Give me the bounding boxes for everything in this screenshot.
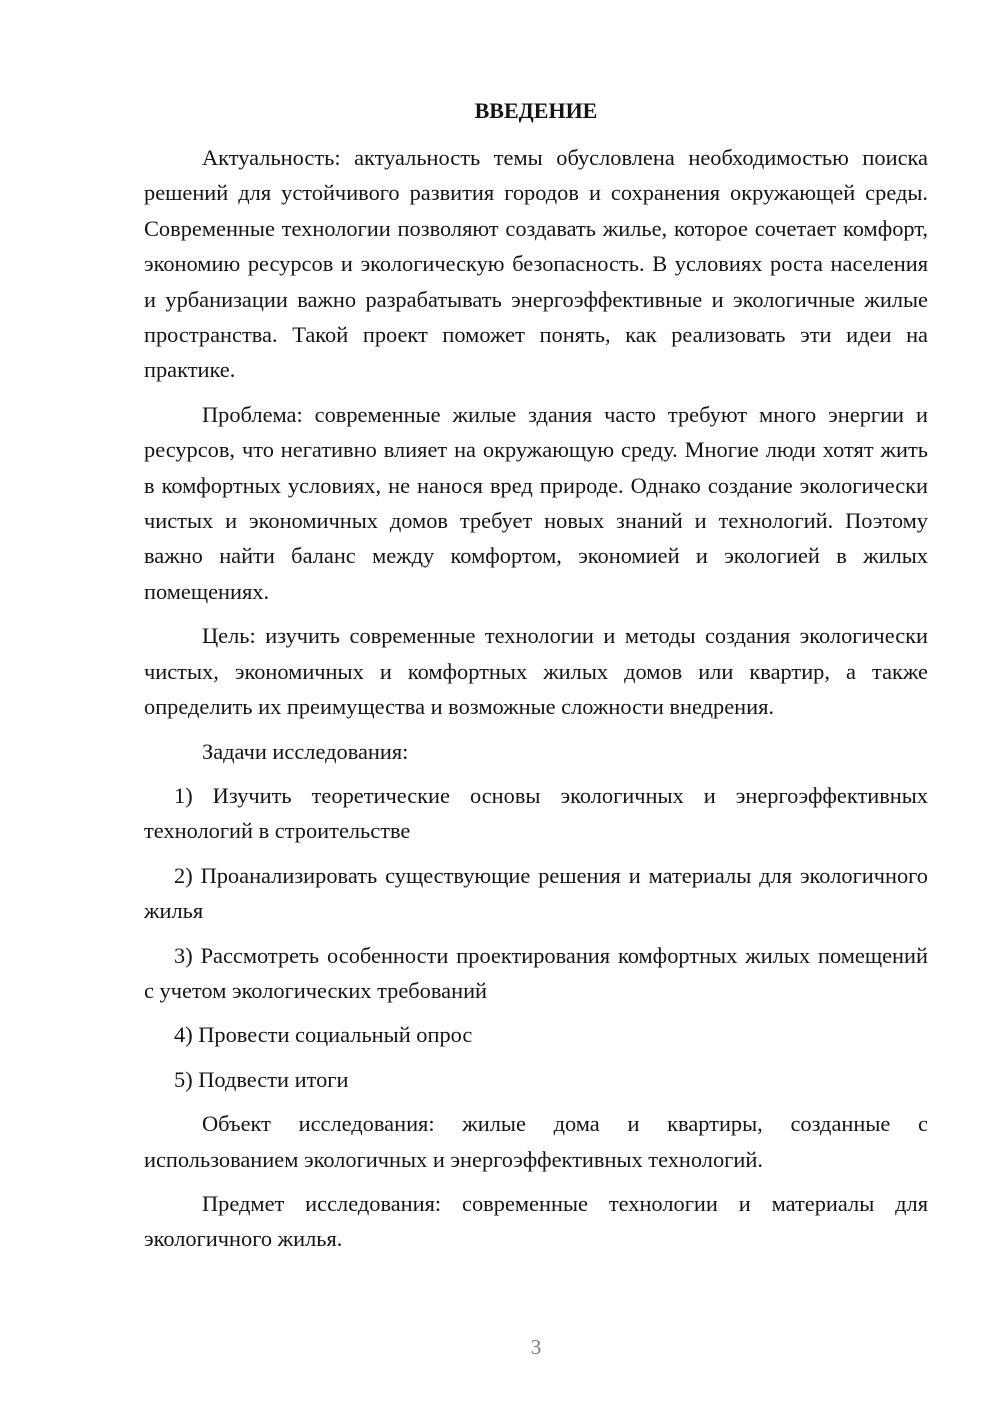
paragraph-relevance: Актуальность: актуальность темы обусловлена необходимостью поиска решений для устойчивого развития городов и сохранения окружающей среды. Современные технологии позволяют создавать жилье, которое сочетает комфорт, экономию ресурсов и экологическую безопасность. В условиях роста населения и урбанизации важно разрабатывать энергоэффективные и экологичные жилые пространства. Такой проект поможет понять, как реализовать эти идеи на практике. bbox=[144, 145, 928, 383]
paragraph-research-object: Объект исследования: жилые дома и квартиры, созданные с использованием экологичных и энергоэффективных технологий. bbox=[144, 1111, 928, 1172]
list-item-task-3: 3) Рассмотреть особенности проектирования комфортных жилых помещений с учетом экологических требований bbox=[144, 942, 928, 1003]
paragraph-goal: Цель: изучить современные технологии и методы создания экологически чистых, экономичных и комфортных жилых домов или квартир, а также определить их преимущества и возможные сложности внедрения. bbox=[144, 623, 928, 720]
page-title: ВВЕДЕНИЕ bbox=[474, 98, 598, 123]
list-item-task-1: 1) Изучить теоретические основы экологичных и энергоэффективных технологий в строительстве bbox=[144, 782, 928, 844]
list-item-task-5: 5) Подвести итоги bbox=[174, 1066, 349, 1092]
document-body bbox=[144, 140, 928, 1266]
list-item-task-2: 2) Проанализировать существующие решения и материалы для экологичного жилья bbox=[144, 862, 928, 924]
paragraph-tasks-heading: Задачи исследования: bbox=[202, 738, 409, 764]
page-number: 3 bbox=[530, 1335, 542, 1359]
paragraph-research-subject: Предмет исследования: современные технологии и материалы для экологичного жилья. bbox=[144, 1190, 928, 1252]
list-item-task-4: 4) Провести социальный опрос bbox=[174, 1022, 473, 1048]
paragraph-problem: Проблема: современные жилые здания часто требуют много энергии и ресурсов, что негативно влияет на окружающую среду. Многие люди хотят жить в комфортных условиях, не нанося вред природе. Однако создание экологически чистых и экономичных домов требует новых знаний и технологий. Поэтому важно найти баланс между комфортом, экономией и экологией в жилых помещениях. bbox=[144, 401, 928, 604]
